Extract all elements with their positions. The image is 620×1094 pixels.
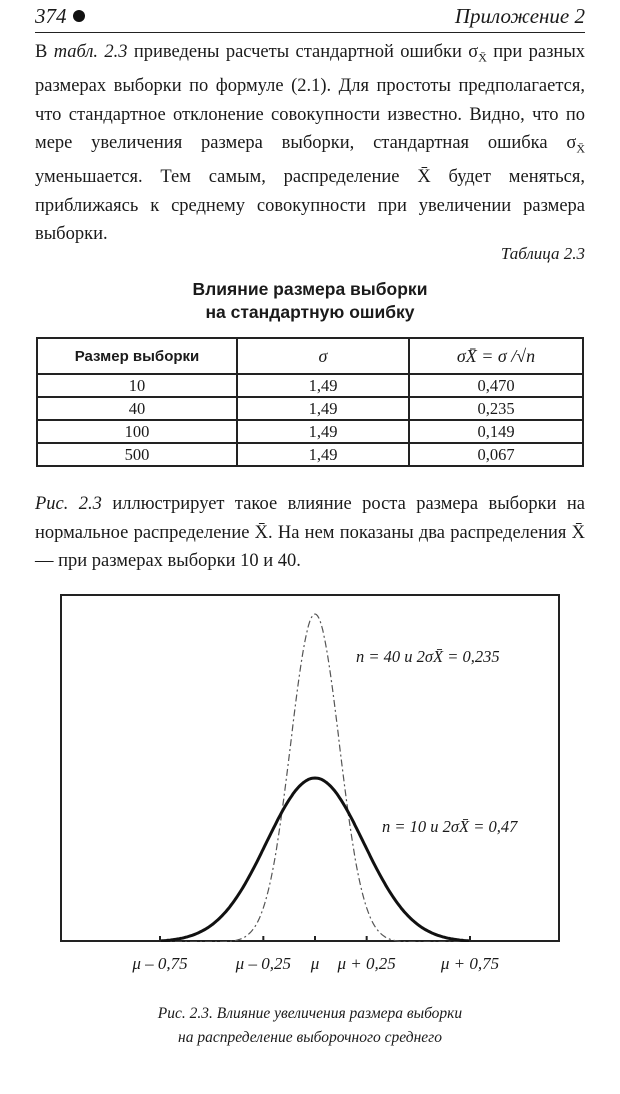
x-tick-label: μ + 0,75 xyxy=(440,954,500,973)
figure-caption: Рис. 2.3. Влияние увеличения размера выборки на распределение выборочного среднего xyxy=(157,1005,463,1046)
x-tick-label: μ – 0,25 xyxy=(235,954,291,973)
cell: 0,149 xyxy=(409,420,583,443)
table-header-row xyxy=(37,338,583,374)
page-number: 374 xyxy=(35,4,85,29)
table-row xyxy=(37,397,583,420)
figure-intro-paragraph: Рис. 2.3 иллюстрирует такое влияние роста размера выборки на нормальное распределение X̄. На нем показаны два распределения X̄ — при размерах выборки 10 и 40. xyxy=(35,494,585,571)
bullet-icon xyxy=(73,10,85,22)
x-tick-label: μ – 0,75 xyxy=(132,954,188,973)
table-label: Таблица 2.3 xyxy=(500,244,585,263)
section-title: Приложение 2 xyxy=(454,4,585,28)
cell: 10 xyxy=(37,374,237,397)
table-row xyxy=(37,374,583,397)
annotation-n10: n = 10 и 2σX̄ = 0,47 xyxy=(382,817,518,836)
cell: 0,235 xyxy=(409,397,583,420)
distribution-figure xyxy=(60,594,560,973)
series-curve-2 xyxy=(160,778,470,941)
cell: 1,49 xyxy=(237,420,409,443)
cell: 40 xyxy=(37,397,237,420)
header-sample-size: Размер выборки xyxy=(37,338,237,374)
page-header xyxy=(35,2,585,33)
table-title: Влияние размера выборки на стандартную ошибку xyxy=(192,279,428,322)
standard-error-table xyxy=(36,337,584,467)
table-row xyxy=(37,420,583,443)
cell: 1,49 xyxy=(237,397,409,420)
x-tick-label: μ + 0,25 xyxy=(337,954,396,973)
header-sigma: σ xyxy=(237,338,409,374)
distribution-chart xyxy=(60,594,560,942)
x-tick-label: μ xyxy=(310,954,320,973)
cell: 0,470 xyxy=(409,374,583,397)
annotation-n40: n = 40 и 2σX̄ = 0,235 xyxy=(356,647,500,666)
cell: 100 xyxy=(37,420,237,443)
cell: 1,49 xyxy=(237,374,409,397)
header-standard-error: σX̄ = σ /√n xyxy=(409,338,583,374)
table-row xyxy=(37,443,583,466)
intro-paragraph: В табл. 2.3 приведены расчеты стандартной ошибки $\sigma_{X̄}$ при разных размерах выборки по формуле (2.1). Для простоты предполагается, что стандартное отклонение совокупности известно. Видно, что по мере увеличения размера выборки, стандартная ошибка $\sigma_{X̄}$ уменьшается. Тем самым, распределение X̄ будет меняться, приближаясь к среднему совокупности при увеличении размера выборки. xyxy=(35,42,586,245)
cell: 500 xyxy=(37,443,237,466)
cell: 1,49 xyxy=(237,443,409,466)
cell: 0,067 xyxy=(409,443,583,466)
